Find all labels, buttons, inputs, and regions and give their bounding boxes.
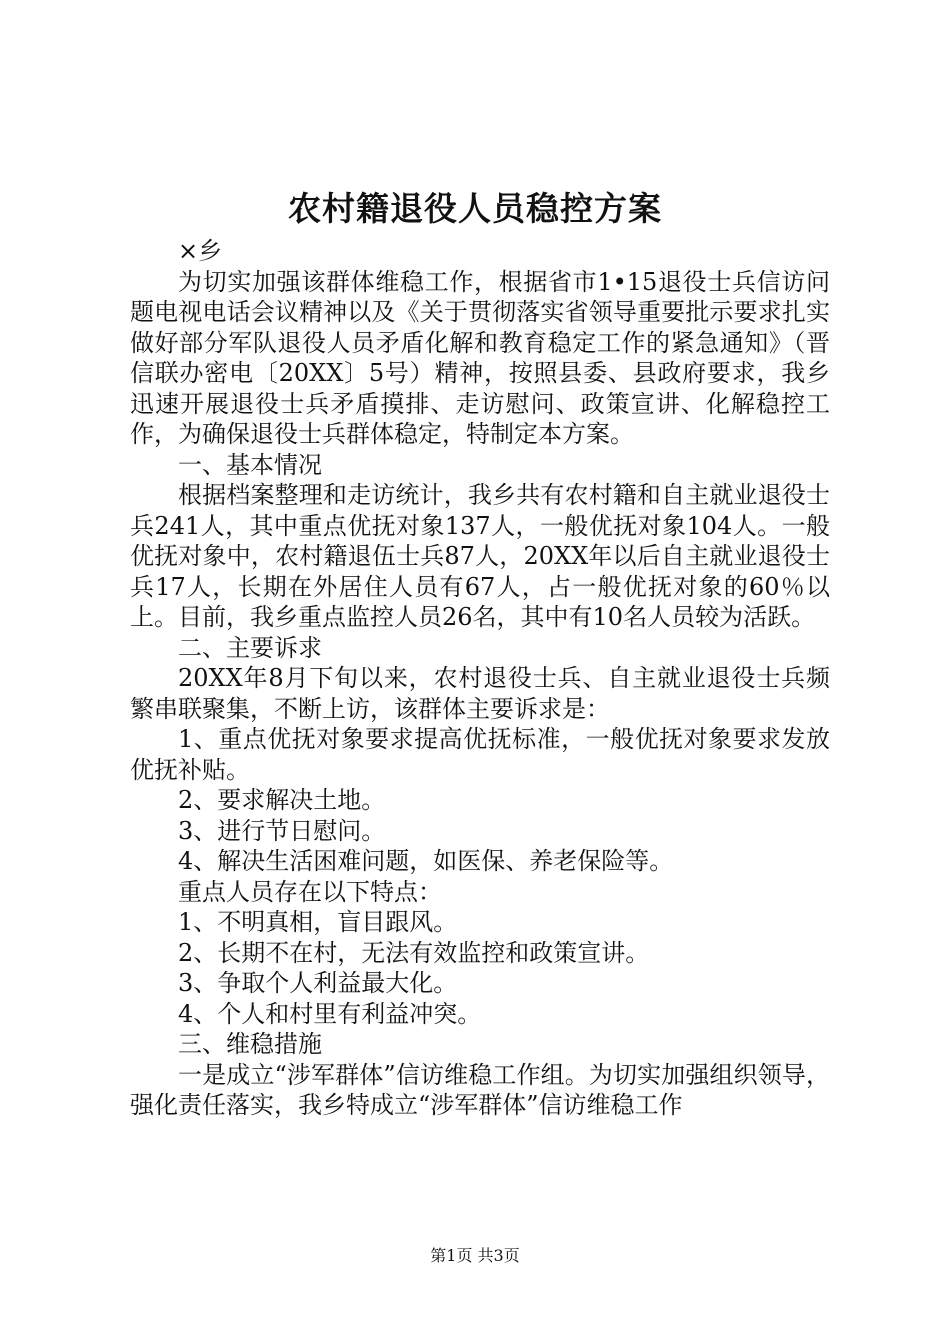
list-item-trait-3: 3、争取个人利益最大化。 xyxy=(178,969,458,997)
document-title: 农村籍退役人员稳控方案 xyxy=(288,189,662,228)
list-item-demand-2: 2、要求解决土地。 xyxy=(178,786,386,814)
paragraph-traits-intro: 重点人员存在以下特点： xyxy=(178,877,442,906)
section-heading-measures: 三、维稳措施 xyxy=(178,1030,322,1058)
section-heading-basic-situation: 一、基本情况 xyxy=(178,450,322,479)
list-item-trait-4: 4、个人和村里有利益冲突。 xyxy=(178,999,482,1028)
page-footer: 第1页 共3页 xyxy=(430,1246,520,1265)
list-item-trait-2: 2、长期不在村，无法有效监控和政策宣讲。 xyxy=(178,938,650,967)
list-item-trait-1: 1、不明真相，盲目跟风。 xyxy=(178,908,458,936)
list-item-demand-3: 3、进行节日慰问。 xyxy=(178,816,386,845)
paragraph-intro: 为切实加强该群体维稳工作，根据省市1•15退役士兵信访问题电视电话会议精神以及《关于贯彻落实省领导重要批示要求扎实做好部分军队退役人员矛盾化解和教育稳定工作的紧急通知》（晋信联办密电〔20XX〕5号）精神，按照县委、县政府要求，我乡迅速开展退役士兵矛盾摸排、走访慰问、政策宣讲、化解稳控工作，为确保退役士兵群体稳定，特制定本方案。 xyxy=(130,267,830,448)
list-item-demand-1: 1、重点优抚对象要求提高优抚标准，一般优抚对象要求发放优抚补贴。 xyxy=(130,725,830,784)
paragraph-basic-situation: 根据档案整理和走访统计，我乡共有农村籍和自主就业退役士兵241人，其中重点优抚对象137人，一般优抚对象104人。一般优抚对象中，农村籍退伍士兵87人，20XX年以后自主就业退役士兵17人，长期在外居住人员有67人，占一般优抚对象的60％以上。目前，我乡重点监控人员26名，其中有10名人员较为活跃。 xyxy=(130,481,830,631)
section-heading-main-demands: 二、主要诉求 xyxy=(178,633,322,662)
list-item-demand-4: 4、解决生活困难问题，如医保、养老保险等。 xyxy=(178,847,674,875)
paragraph-township: ×乡 xyxy=(178,237,223,265)
document-body xyxy=(130,236,830,1121)
paragraph-measure-1: 一是成立“涉军群体”信访维稳工作组。为切实加强组织领导，强化责任落实，我乡特成立“涉军群体”信访维稳工作 xyxy=(130,1060,830,1119)
paragraph-demands-intro: 20XX年8月下旬以来，农村退役士兵、自主就业退役士兵频繁串联聚集，不断上访，该群体主要诉求是： xyxy=(130,664,830,723)
